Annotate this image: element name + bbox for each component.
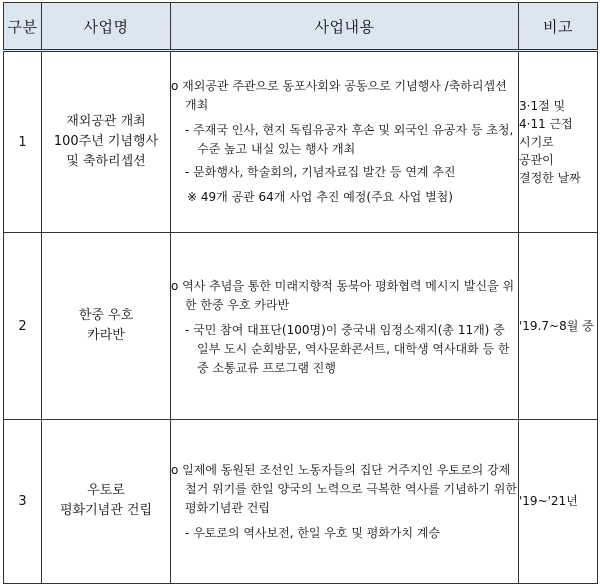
header-project-name: 사업명 [42, 3, 171, 51]
table-row [4, 419, 598, 583]
project-name [42, 419, 171, 583]
project-name-line: 재외공관 개최 [66, 114, 146, 130]
row-number: 1 [4, 51, 42, 233]
remarks [519, 419, 598, 583]
content-subitem: - 국민 참여 대표단(100명)이 중국내 임정소재지(총 11개) 중 일부 도시 순회방문, 역사문화콘서트, 대학생 역사대화 등 한중 소통교류 프로그램 진행 [185, 322, 510, 375]
project-name-line: 100주년 기념행사 [53, 134, 159, 150]
content-item: o 역사 추념을 통한 미래지향적 동북아 평화협력 메시지 발신을 위한 한중 우호 카라반 [171, 278, 515, 312]
project-name [42, 233, 171, 419]
content-subitem: - 주재국 인사, 현지 독립유공자 후손 및 외국인 유공자 등 초청, 수준 높고 내실 있는 행사 개최 [185, 123, 514, 157]
project-content [171, 51, 519, 233]
project-table [3, 2, 598, 584]
project-content [171, 419, 519, 583]
table-row [4, 233, 598, 419]
project-name-line: 카라반 [87, 328, 125, 344]
table-row [4, 51, 598, 233]
content-subitem: - 문화행사, 학술회의, 기념자료집 발간 등 연계 추진 [185, 165, 456, 180]
content-item: o 재외공관 주관으로 동포사회와 공동으로 기념행사 /축하리셉션 개최 [171, 79, 507, 113]
content-note: ※ 49개 공관 64개 사업 추진 예정(주요 사업 별첨) [187, 190, 453, 205]
header-category: 구분 [4, 3, 42, 51]
row-number: 3 [4, 419, 42, 583]
project-content [171, 233, 519, 419]
project-name [42, 51, 171, 233]
project-name-line: 평화기념관 건립 [59, 503, 153, 519]
remarks [519, 51, 598, 233]
remarks-line: '19~'21년 [519, 494, 578, 509]
remarks-line: '19.7~8월 중 [519, 319, 594, 334]
project-name-line: 및 축하리셉션 [66, 154, 146, 170]
remarks-line: 결정한 날짜 [519, 171, 581, 186]
content-item: o 일제에 동원된 조선인 노동자들의 집단 거주지인 우토로의 강제철거 위기를 한일 양국의 노력으로 극복한 역사를 기념하기 위한 평화기념관 건립 [171, 463, 517, 516]
table-header-row [4, 3, 598, 51]
header-remarks: 비고 [519, 3, 598, 51]
remarks [519, 233, 598, 419]
remarks-line: 4·11 근접 [519, 117, 573, 132]
content-subitem: - 우토로의 역사보전, 한일 우호 및 평화가치 계승 [185, 526, 441, 541]
project-name-line: 한중 우호 [78, 308, 134, 324]
header-project-content: 사업내용 [171, 3, 519, 51]
row-number: 2 [4, 233, 42, 419]
remarks-line: 공관이 [519, 153, 554, 168]
project-name-line: 우토로 [87, 483, 125, 499]
remarks-line: 3·1절 및 [519, 99, 566, 114]
remarks-line: 시기로 [519, 135, 554, 150]
